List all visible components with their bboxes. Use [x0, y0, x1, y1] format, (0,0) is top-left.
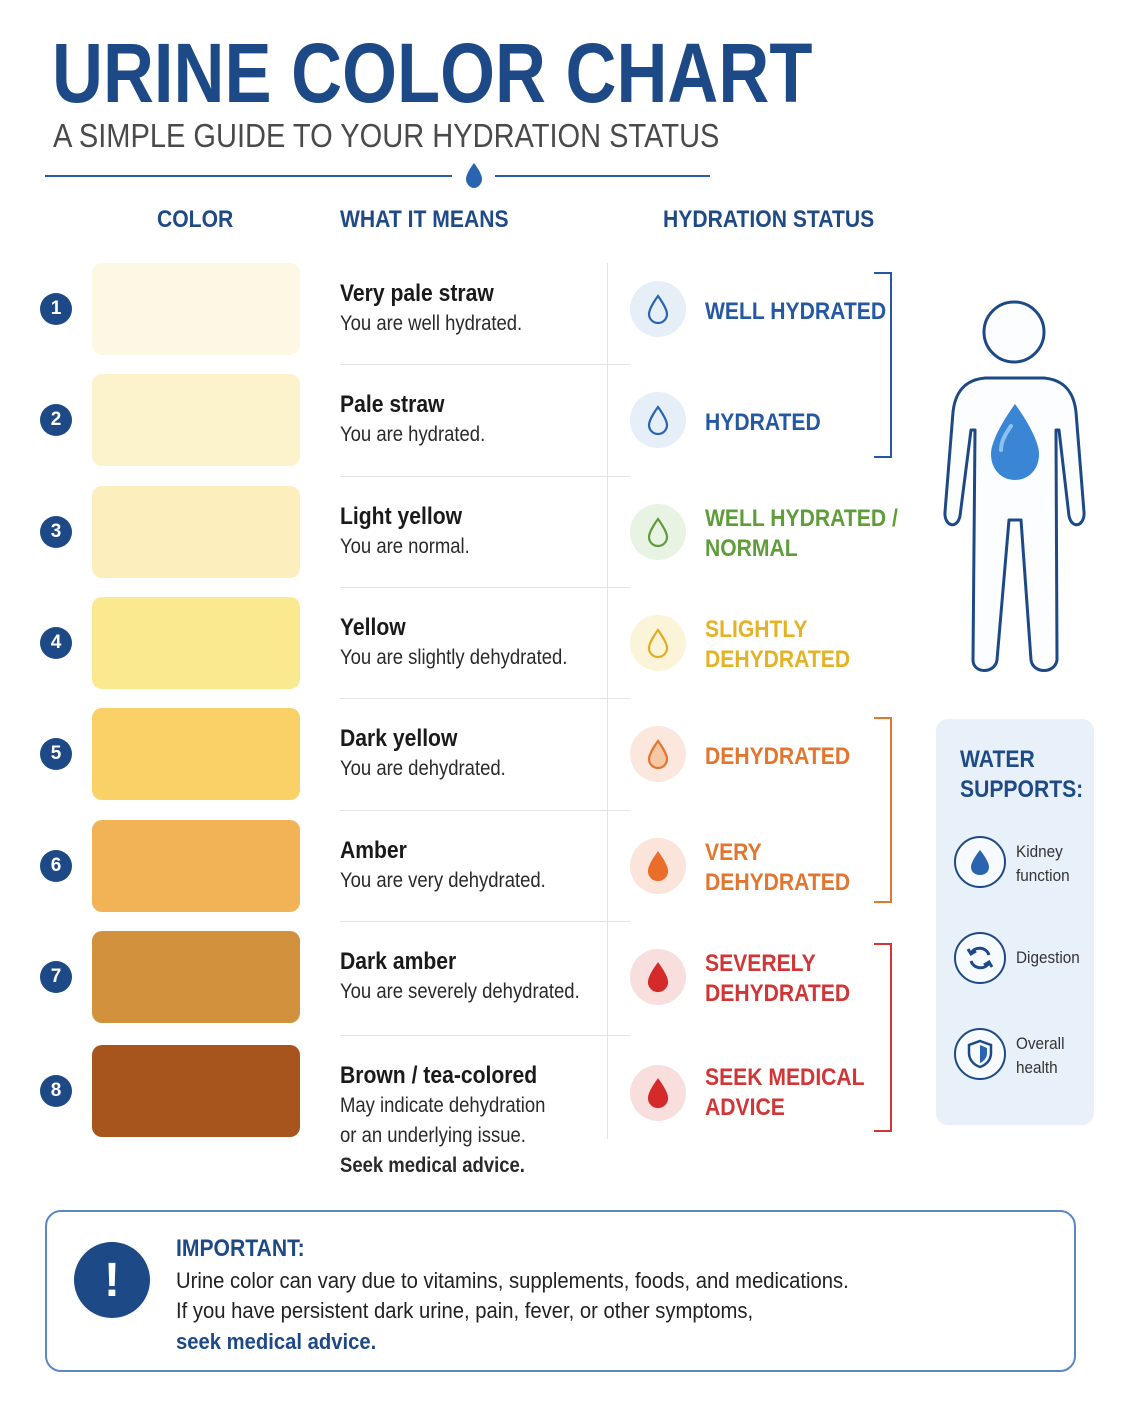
- color-swatch: [92, 931, 300, 1023]
- row-number-badge: 4: [40, 627, 72, 659]
- color-name: Amber: [340, 837, 407, 864]
- header-divider: [0, 0, 1122, 200]
- color-meaning-strong: Seek medical advice.: [340, 1154, 525, 1177]
- hydration-status: HYDRATED: [705, 409, 821, 436]
- support-label: Overall health: [1016, 1034, 1065, 1077]
- row-divider: [340, 364, 630, 365]
- important-advice: seek medical advice.: [176, 1329, 377, 1354]
- row-description: [340, 279, 602, 339]
- row-divider: [340, 476, 630, 477]
- color-name: Yellow: [340, 614, 406, 641]
- important-line: If you have persistent dark urine, pain, fever, or other symptoms,: [176, 1298, 754, 1323]
- water-drop-icon: [630, 1065, 686, 1121]
- color-meaning: You are well hydrated.: [340, 312, 523, 335]
- row-description: [340, 613, 602, 673]
- hydration-status: WELL HYDRATED: [705, 298, 887, 325]
- color-swatch: [92, 708, 300, 800]
- color-swatch: [92, 597, 300, 689]
- row-description: [340, 947, 602, 1007]
- color-meaning: You are normal.: [340, 535, 470, 558]
- color-name: Light yellow: [340, 503, 463, 530]
- color-swatch: [92, 486, 300, 578]
- water-drop-icon: [630, 615, 686, 671]
- hydration-status: SLIGHTLY DEHYDRATED: [705, 616, 851, 673]
- color-swatch: [92, 263, 300, 355]
- row-number-badge: 8: [40, 1075, 72, 1107]
- row-number-badge: 7: [40, 961, 72, 993]
- important-title: IMPORTANT:: [176, 1235, 305, 1262]
- water-drop-icon: [630, 392, 686, 448]
- row-number-badge: 6: [40, 850, 72, 882]
- column-header-color: COLOR: [157, 206, 234, 233]
- color-name: Pale straw: [340, 391, 445, 418]
- color-meaning: You are very dehydrated.: [340, 869, 546, 892]
- row-description: [340, 724, 602, 784]
- color-meaning: You are slightly dehydrated.: [340, 646, 568, 669]
- row-description: [340, 502, 602, 562]
- row-description: [340, 836, 602, 896]
- water-drop-icon: [954, 836, 1006, 888]
- color-name: Brown / tea-colored: [340, 1062, 538, 1089]
- water-drop-icon: [630, 281, 686, 337]
- water-drop-icon: [630, 726, 686, 782]
- color-swatch: [92, 820, 300, 912]
- color-meaning: You are hydrated.: [340, 423, 486, 446]
- important-notice: [45, 1210, 1076, 1372]
- water-drop-icon: [466, 163, 482, 188]
- row-divider: [340, 921, 630, 922]
- color-name: Dark yellow: [340, 725, 458, 752]
- supports-title: WATER SUPPORTS:: [960, 746, 1084, 803]
- color-swatch: [92, 374, 300, 466]
- human-figure-illustration: [935, 290, 1095, 680]
- row-description: [340, 1061, 602, 1181]
- hydration-status: DEHYDRATED: [705, 743, 851, 770]
- hydration-status: SEVERELY DEHYDRATED: [705, 950, 851, 1007]
- refresh-cycle-icon: [954, 932, 1006, 984]
- row-divider: [340, 587, 630, 588]
- water-supports-panel: [936, 719, 1094, 1125]
- bracket-severe: [874, 943, 892, 1132]
- hydration-status: WELL HYDRATED / NORMAL: [705, 505, 898, 562]
- exclamation-icon: !: [74, 1242, 150, 1318]
- row-number-badge: 1: [40, 293, 72, 325]
- row-divider: [340, 698, 630, 699]
- column-header-status: HYDRATION STATUS: [663, 206, 875, 233]
- color-meaning: May indicate dehydration: [340, 1094, 546, 1117]
- support-label: Kidney function: [1016, 842, 1070, 885]
- column-header-meaning: WHAT IT MEANS: [340, 206, 509, 233]
- bracket-dehydrated: [874, 717, 892, 903]
- shield-icon: [954, 1028, 1006, 1080]
- row-number-badge: 5: [40, 738, 72, 770]
- row-number-badge: 3: [40, 516, 72, 548]
- row-description: [340, 390, 602, 450]
- row-number-badge: 2: [40, 404, 72, 436]
- row-divider: [340, 1035, 630, 1036]
- support-label: Digestion: [1016, 948, 1080, 967]
- color-meaning: or an underlying issue.: [340, 1124, 526, 1147]
- color-name: Dark amber: [340, 948, 457, 975]
- page-title: URINE COLOR CHART: [52, 26, 813, 120]
- page-subtitle: A SIMPLE GUIDE TO YOUR HYDRATION STATUS: [53, 117, 720, 154]
- color-meaning: You are dehydrated.: [340, 757, 506, 780]
- water-drop-icon: [630, 949, 686, 1005]
- hydration-status: VERY DEHYDRATED: [705, 839, 851, 896]
- column-divider: [607, 263, 608, 1139]
- water-drop-icon: [630, 838, 686, 894]
- important-line: Urine color can vary due to vitamins, supplements, foods, and medications.: [176, 1268, 849, 1293]
- row-divider: [340, 810, 630, 811]
- hydration-status: SEEK MEDICAL ADVICE: [705, 1064, 865, 1121]
- water-drop-icon: [630, 504, 686, 560]
- color-meaning: You are severely dehydrated.: [340, 980, 580, 1003]
- color-swatch: [92, 1045, 300, 1137]
- bracket-hydrated: [874, 272, 892, 458]
- color-name: Very pale straw: [340, 280, 494, 307]
